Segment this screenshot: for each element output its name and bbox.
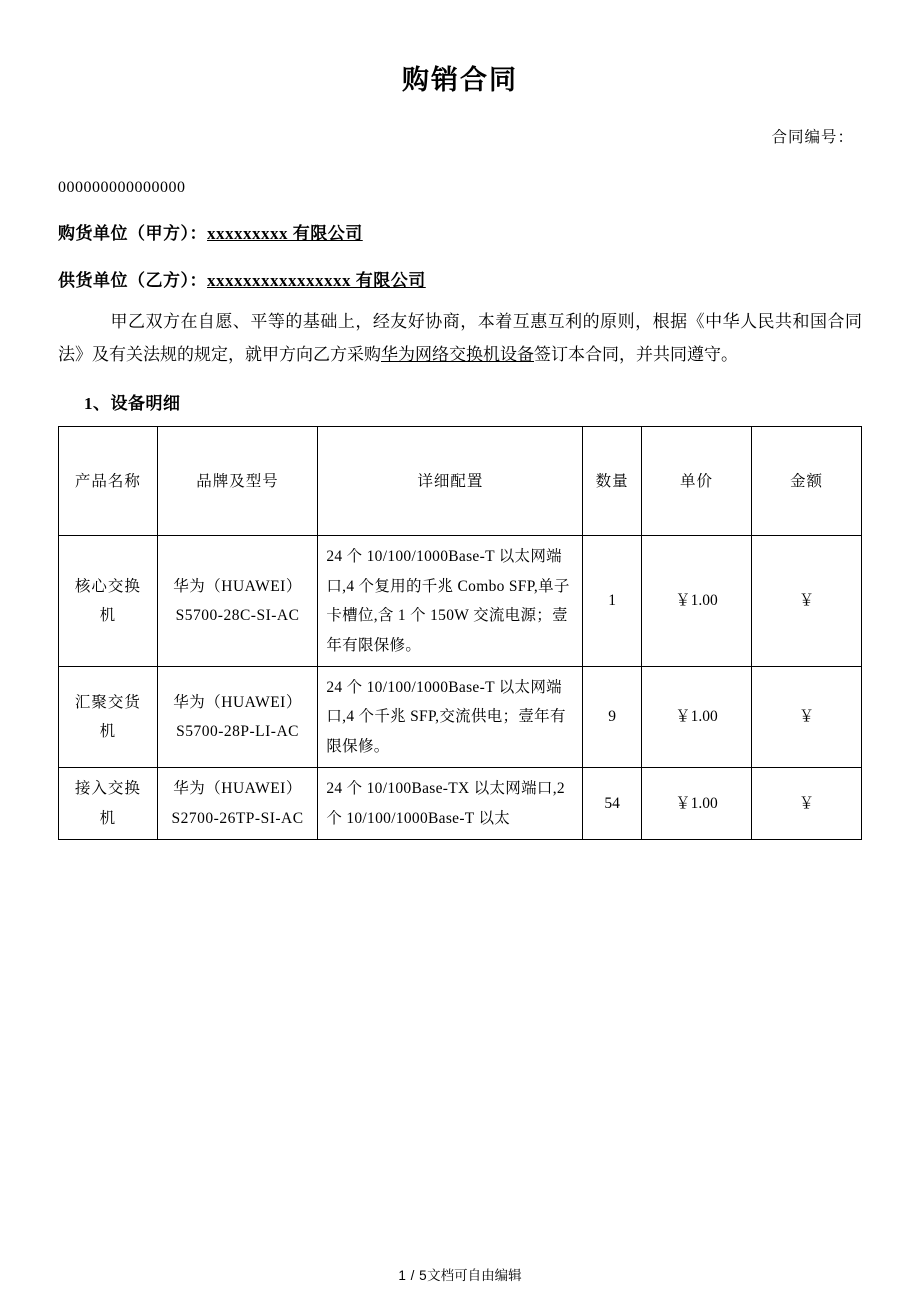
- cell-unit-price: ￥1.00: [641, 768, 751, 840]
- cell-config: 24 个 10/100Base-TX 以太网端口,2 个 10/100/1000Base-T 以太: [318, 768, 583, 840]
- table-row: [59, 667, 862, 768]
- cell-product-name: 核心交换机: [59, 536, 158, 667]
- column-header-brand: 品牌及型号: [157, 427, 318, 536]
- table-header-row: [59, 427, 862, 536]
- page-footer: [0, 1264, 920, 1284]
- cell-qty: 9: [583, 667, 642, 768]
- cell-amount: ￥: [751, 667, 861, 768]
- cell-unit-price: ￥1.00: [641, 536, 751, 667]
- cell-product-name: 接入交换机: [59, 768, 158, 840]
- section-heading-equipment-list: 1、设备明细: [84, 394, 181, 414]
- buyer-line: [58, 219, 862, 244]
- buyer-value: xxxxxxxxx 有限公司: [207, 224, 363, 243]
- column-header-qty: 数量: [583, 427, 642, 536]
- column-header-amount: 金额: [751, 427, 861, 536]
- preamble-underlined-text: 华为网络交换机设备: [381, 345, 534, 365]
- preamble-text-part2: 签订本合同，并共同遵守。: [534, 345, 738, 365]
- cell-amount: ￥: [751, 768, 861, 840]
- buyer-label: 购货单位（甲方）：: [58, 224, 207, 243]
- contract-number-value: 000000000000000: [58, 179, 186, 196]
- cell-amount: ￥: [751, 536, 861, 667]
- footer-page-number: 1 / 5: [398, 1268, 428, 1283]
- cell-unit-price: ￥1.00: [641, 667, 751, 768]
- cell-config: 24 个 10/100/1000Base-T 以太网端口,4 个复用的千兆 Combo SFP,单子卡槽位,含 1 个 150W 交流电源；壹年有限保修。: [318, 536, 583, 667]
- table-row: [59, 536, 862, 667]
- supplier-line: [58, 266, 862, 291]
- preamble-paragraph: [58, 305, 862, 371]
- column-header-config: 详细配置: [318, 427, 583, 536]
- preamble-text-part1: 甲乙双方在自愿、平等的基础上，经友好协商，本着互惠互利的原则，根据《中华人民共和国合同法》及有关法规的规定，就甲方向乙方采购: [58, 312, 862, 365]
- cell-brand-model: 华为（HUAWEI）S5700-28P-LI-AC: [157, 667, 318, 768]
- equipment-table: [58, 426, 862, 840]
- cell-brand-model: 华为（HUAWEI）S5700-28C-SI-AC: [157, 536, 318, 667]
- cell-qty: 1: [583, 536, 642, 667]
- column-header-name: 产品名称: [59, 427, 158, 536]
- contract-number-label: 合同编号：: [771, 129, 854, 146]
- cell-qty: 54: [583, 768, 642, 840]
- cell-product-name: 汇聚交货机: [59, 667, 158, 768]
- supplier-value: xxxxxxxxxxxxxxxx 有限公司: [207, 271, 426, 290]
- supplier-label: 供货单位（乙方）：: [58, 271, 207, 290]
- table-row: [59, 768, 862, 840]
- footer-note: 文档可自由编辑: [427, 1268, 522, 1283]
- cell-brand-model: 华为（HUAWEI）S2700-26TP-SI-AC: [157, 768, 318, 840]
- page-title: 购销合同: [402, 65, 518, 95]
- cell-config: 24 个 10/100/1000Base-T 以太网端口,4 个千兆 SFP,交流供电；壹年有限保修。: [318, 667, 583, 768]
- column-header-price: 单价: [641, 427, 751, 536]
